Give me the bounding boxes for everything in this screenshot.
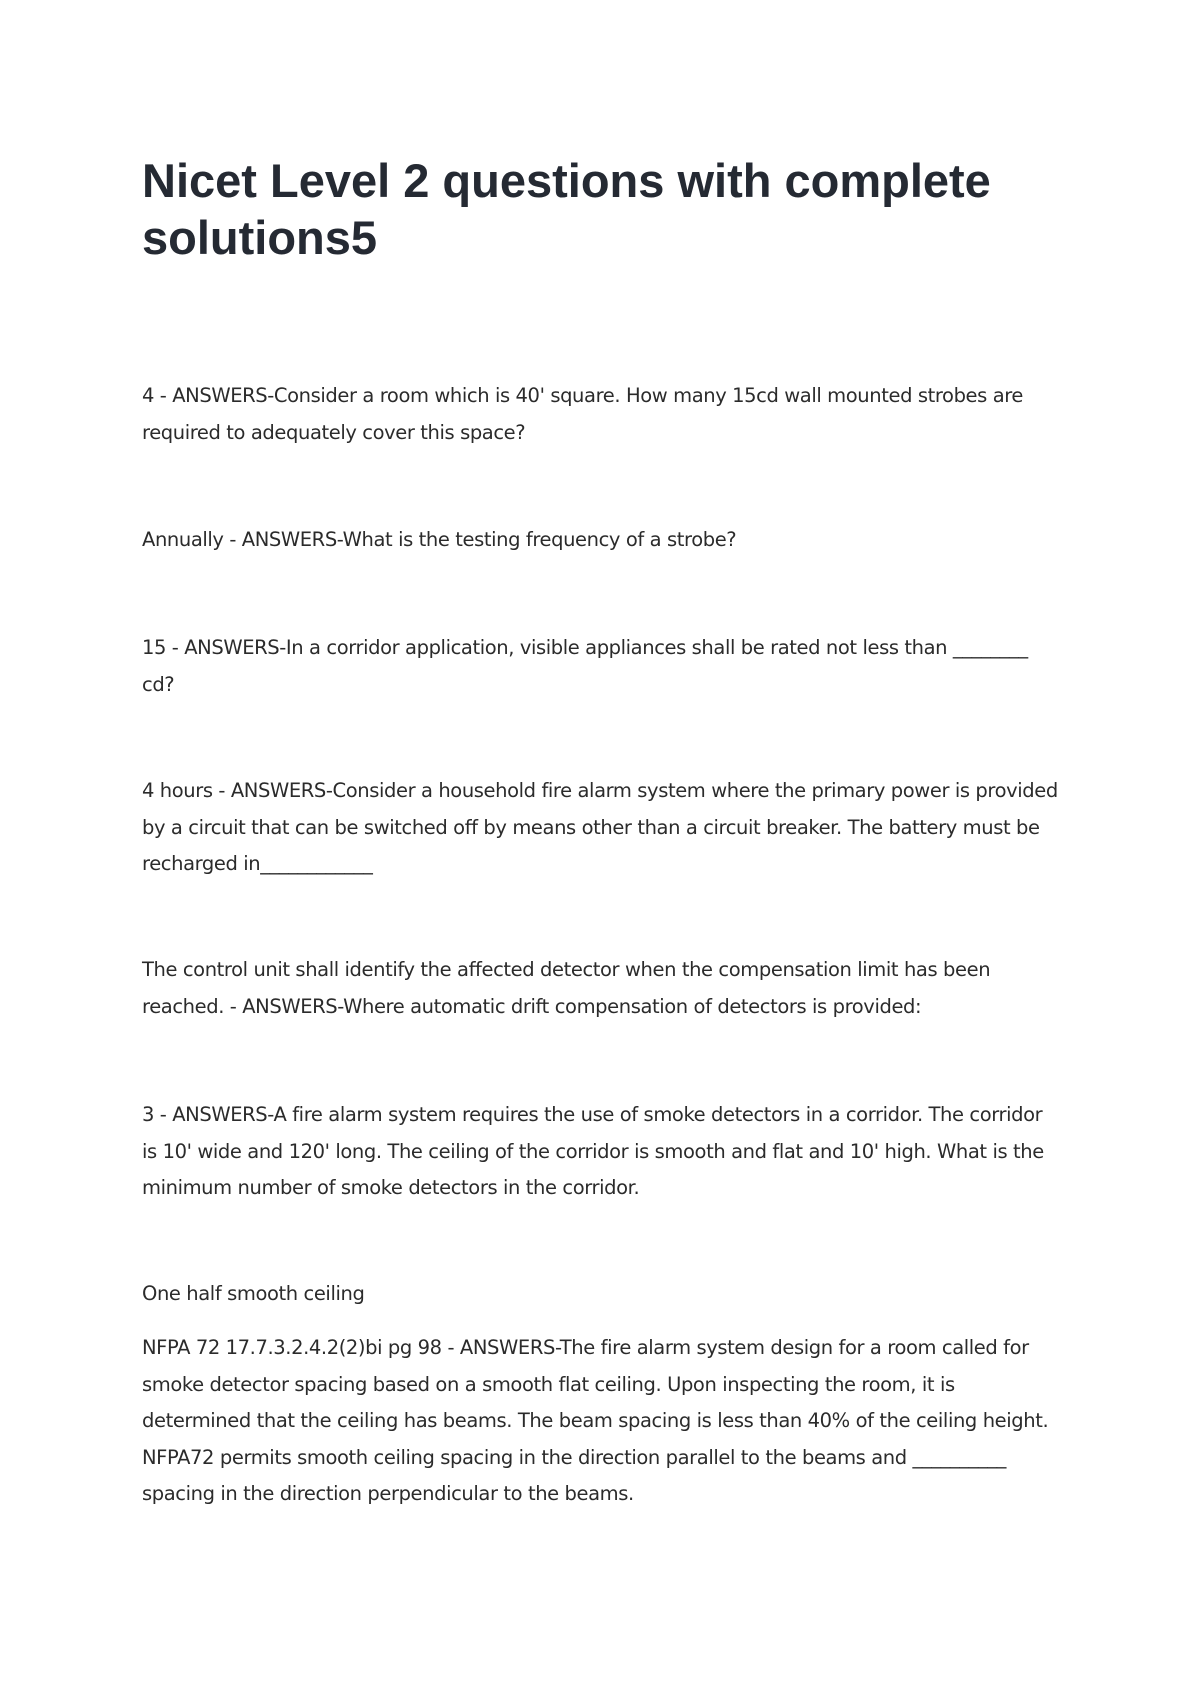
- qa-entry-2: Annually - ANSWERS-What is the testing frequency of a strobe?: [142, 528, 737, 551]
- qa-entry-6: 3 - ANSWERS-A fire alarm system requires the use of smoke detectors in a corridor. The corridor is 10' wide and 120' long. The ceiling of the corridor is smooth and flat and 10' high. What is the minimum number of smoke detectors in the corridor.: [142, 1103, 1044, 1199]
- qa-entry-3: 15 - ANSWERS-In a corridor application, visible appliances shall be rated not less than ________ cd?: [142, 636, 1028, 696]
- qa-entry-1: 4 - ANSWERS-Consider a room which is 40' square. How many 15cd wall mounted strobes are required to adequately cover this space?: [142, 384, 1024, 444]
- document-title: Nicet Level 2 questions with complete solutions5: [142, 154, 991, 264]
- qa-entry-5: The control unit shall identify the affected detector when the compensation limit has been reached. - ANSWERS-Where automatic drift compensation of detectors is provided:: [142, 958, 991, 1018]
- qa-entry-7: One half smooth ceiling: [142, 1282, 365, 1305]
- qa-entry-4: 4 hours - ANSWERS-Consider a household fire alarm system where the primary power is provided by a circuit that can be switched off by means other than a circuit breaker. The battery must be recharged in____________: [142, 779, 1058, 875]
- qa-entry-8: NFPA 72 17.7.3.2.4.2(2)bi pg 98 - ANSWERS-The fire alarm system design for a room called for smoke detector spacing based on a smooth flat ceiling. Upon inspecting the room, it is determined that the ceiling has beams. The beam spacing is less than 40% of the ceiling height. NFPA72 permits smooth ceiling spacing in the direction parallel to the beams and __________ spacing in the direction perpendicular to the beams.: [142, 1336, 1049, 1505]
